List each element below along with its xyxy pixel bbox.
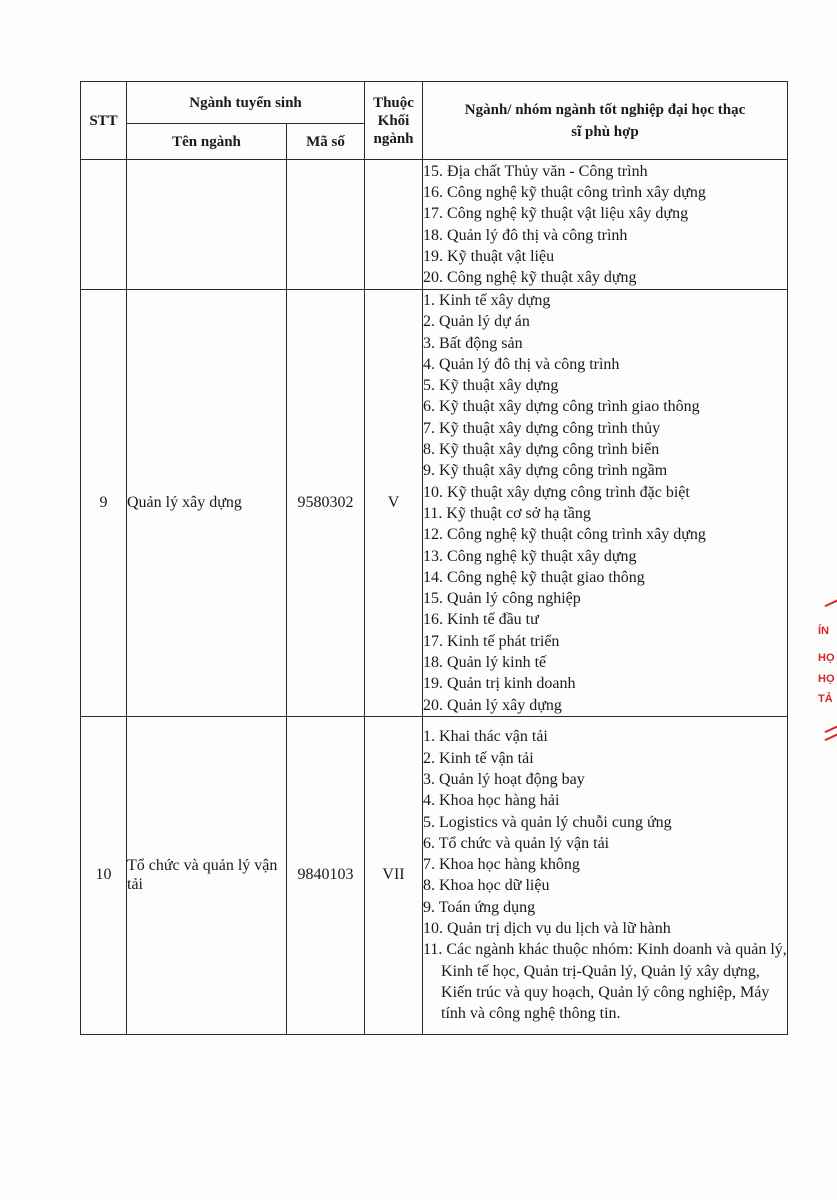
list-item: 1. Kinh tế xây dựng: [423, 292, 551, 309]
row-ten-nganh: [127, 160, 287, 290]
list-item: 6. Tổ chức và quản lý vận tải: [423, 834, 610, 852]
row-nganh-phu-hop: [423, 290, 788, 717]
list-item: 19. Kỹ thuật vật liệu: [423, 247, 555, 265]
list-item: 13. Công nghệ kỹ thuật xây dựng: [423, 547, 637, 565]
table-row: [81, 716, 788, 1034]
list-item: 1. Khai thác vận tải: [423, 728, 548, 746]
list-item: 3. Quản lý hoạt động bay: [423, 770, 585, 788]
list-item: 8. Khoa học dữ liệu: [423, 877, 550, 895]
list-item: 10. Quản trị dịch vụ du lịch và lữ hành: [423, 920, 671, 938]
header-stt: STT: [81, 82, 127, 160]
row-stt: 10: [81, 716, 127, 1034]
list-item: 11. Các ngành khác thuộc nhóm: Kinh doanh và quản lý, Kinh tế học, Quản trị-Quản lý, Quản lý xây dựng, Kiến trúc và quy hoạch, Quản lý công nghiệp, Máy tính và công nghệ thông tin.: [423, 941, 787, 1023]
list-item: 15. Quản lý công nghiệp: [423, 590, 581, 608]
majors-list: [423, 161, 787, 289]
list-item: 10. Kỹ thuật xây dựng công trình đặc biệt: [423, 483, 690, 501]
list-item: 14. Công nghệ kỹ thuật giao thông: [423, 568, 645, 586]
list-item: 3. Bất động sản: [423, 334, 523, 352]
list-item: 18. Quản lý đô thị và công trình: [423, 226, 628, 244]
list-item: 16. Kinh tế đầu tư: [423, 611, 539, 629]
majors-list: [423, 290, 787, 716]
header-nganh-tuyen-sinh: Ngành tuyển sinh: [127, 82, 365, 124]
list-item: 4. Khoa học hàng hải: [423, 792, 560, 810]
row-ten-nganh: Tổ chức và quản lý vận tải: [127, 716, 287, 1034]
row-ma-so: 9580302: [287, 290, 365, 717]
list-item: 18. Quản lý kinh tế: [423, 654, 547, 672]
admission-majors-table: [80, 81, 788, 1035]
list-item: 9. Toán ứng dụng: [423, 898, 536, 916]
list-item: 9. Kỹ thuật xây dựng công trình ngầm: [423, 462, 668, 480]
row-stt: 9: [81, 290, 127, 717]
list-item: 15. Địa chất Thủy văn - Công trình: [423, 162, 648, 180]
list-item: 2. Kinh tế vận tải: [423, 749, 534, 767]
row-nganh-phu-hop: [423, 160, 788, 290]
header-ten-nganh: Tên ngành: [127, 124, 287, 160]
list-item: 8. Kỹ thuật xây dựng công trình biển: [423, 441, 660, 459]
list-item: 7. Kỹ thuật xây dựng công trình thủy: [423, 419, 661, 437]
red-seal-stamp: [818, 595, 837, 745]
table-row: [81, 290, 788, 717]
stamp-fragment: TẢ: [818, 693, 833, 705]
stamp-fragment: HỌ: [818, 673, 835, 685]
row-stt: [81, 160, 127, 290]
list-item: 4. Quản lý đô thị và công trình: [423, 355, 620, 373]
row-khoi: [365, 160, 423, 290]
list-item: 5. Kỹ thuật xây dựng: [423, 377, 559, 395]
majors-list: [423, 726, 787, 1024]
list-item: 7. Khoa học hàng không: [423, 856, 580, 874]
header-ma-so: Mã số: [287, 124, 365, 160]
header-nganh-phu-hop: Ngành/ nhóm ngành tốt nghiệp đại học thạc sĩ phù hợp: [423, 82, 788, 160]
row-ma-so: 9840103: [287, 716, 365, 1034]
list-item: 2. Quản lý dự án: [423, 313, 530, 331]
list-item: 17. Công nghệ kỹ thuật vật liệu xây dựng: [423, 205, 689, 223]
stamp-fragment: HỌ: [818, 652, 835, 664]
row-ma-so: [287, 160, 365, 290]
stamp-fragment: ÍN: [818, 625, 829, 637]
list-item: 17. Kinh tế phát triển: [423, 632, 560, 650]
row-nganh-phu-hop: [423, 716, 788, 1034]
list-item: 19. Quản trị kinh doanh: [423, 675, 576, 693]
list-item: 20. Công nghệ kỹ thuật xây dựng: [423, 269, 637, 287]
row-khoi: VII: [365, 716, 423, 1034]
list-item: 12. Công nghệ kỹ thuật công trình xây dựng: [423, 526, 706, 544]
list-item: 11. Kỹ thuật cơ sở hạ tầng: [423, 504, 591, 522]
row-khoi: V: [365, 290, 423, 717]
list-item: 20. Quản lý xây dựng: [423, 696, 562, 714]
header-thuoc-khoi-nganh: Thuộc Khối ngành: [365, 82, 423, 160]
list-item: 6. Kỹ thuật xây dựng công trình giao thông: [423, 398, 700, 416]
row-ten-nganh: Quản lý xây dựng: [127, 290, 287, 717]
list-item: 16. Công nghệ kỹ thuật công trình xây dựng: [423, 183, 706, 201]
list-item: 5. Logistics và quản lý chuỗi cung ứng: [423, 813, 672, 831]
table-row: [81, 160, 788, 290]
